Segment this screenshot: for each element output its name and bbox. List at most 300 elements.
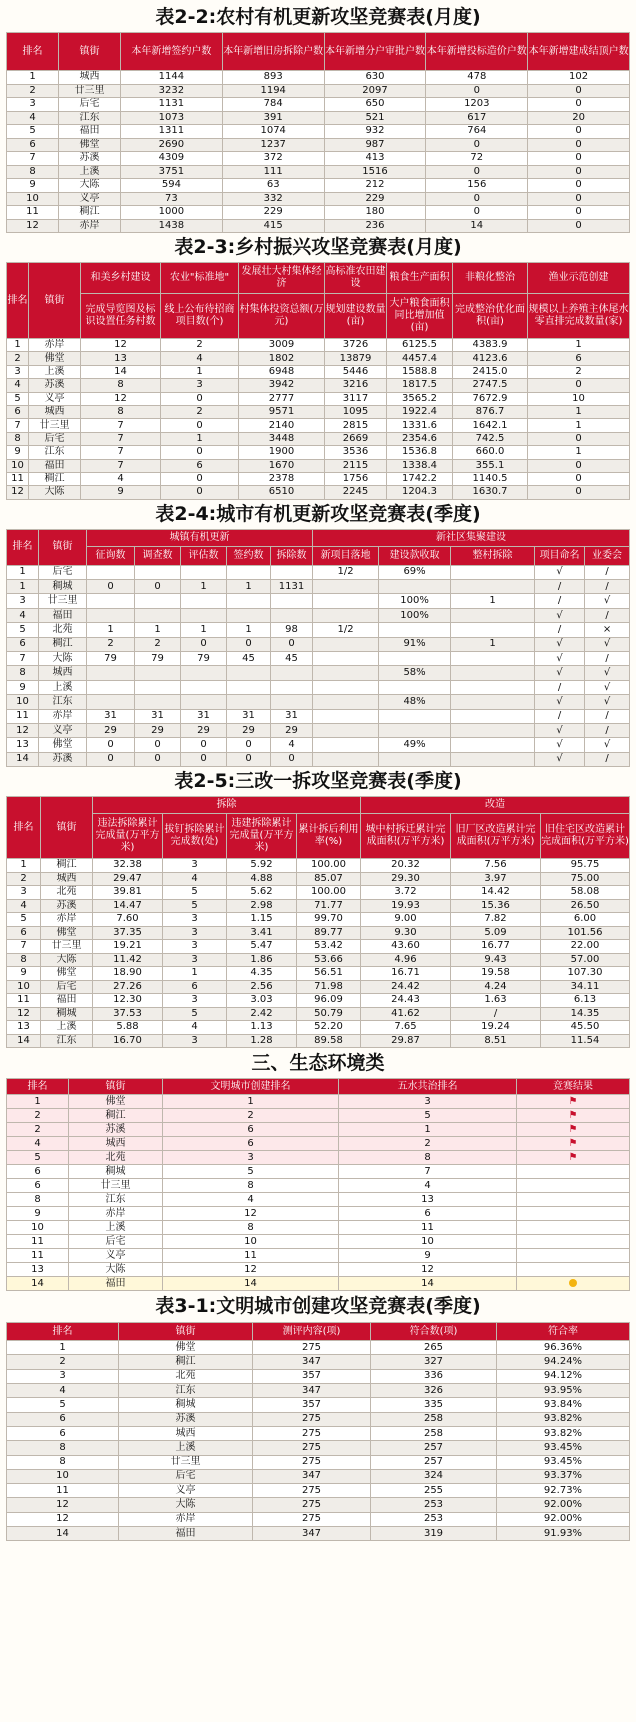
t24-cell <box>181 565 227 579</box>
t22-header-cell: 本年新增分户审批户数 <box>324 33 426 71</box>
t25-cell: / <box>451 1007 541 1021</box>
t24-town-header: 镇街 <box>39 529 87 565</box>
t24-cell: √ <box>585 680 630 694</box>
t25-cell: 16.77 <box>451 940 541 954</box>
t23-cell: 6 <box>528 352 630 365</box>
eco-header-row <box>7 1079 630 1095</box>
t25-cell: 19.24 <box>451 1021 541 1035</box>
t23-sub-header: 大户粮食面积同比增加值(亩) <box>387 294 453 339</box>
t23-cell: 7 <box>81 419 161 432</box>
eco-cell: 12 <box>339 1263 517 1277</box>
t22-cell: 义亭 <box>59 192 121 206</box>
t23-cell: 2415.0 <box>453 365 528 378</box>
eco-row <box>7 1123 630 1137</box>
t24-cell: 0 <box>87 580 135 594</box>
t25-cell: 89.58 <box>297 1034 361 1048</box>
t25-sub-header: 累计拆后利用率(%) <box>297 814 361 859</box>
table-2-5 <box>6 796 630 1048</box>
t25-cell: 5 <box>7 913 41 927</box>
eco-cell: 7 <box>339 1165 517 1179</box>
t22-cell: 594 <box>121 179 223 193</box>
eco-row <box>7 1151 630 1165</box>
t22-cell: 12 <box>7 219 59 233</box>
t23-cell: 12 <box>81 339 161 352</box>
t31-header-cell: 排名 <box>7 1323 119 1341</box>
table-2-4-header-row-1 <box>7 529 630 546</box>
t25-cell: 50.79 <box>297 1007 361 1021</box>
table-2-5-header-row-2 <box>7 814 630 859</box>
t25-cell: 85.07 <box>297 872 361 886</box>
t24-cell: / <box>535 580 585 594</box>
table-2-4-section <box>6 500 630 767</box>
t23-cell: 1642.1 <box>453 419 528 432</box>
t24-cell <box>313 637 379 651</box>
t31-cell: 93.95% <box>497 1384 630 1398</box>
t25-sub-header: 旧厂区改造累计完成面积(万平方米) <box>451 814 541 859</box>
t25-rank-header: 排名 <box>7 797 41 859</box>
eco-cell: 稠城 <box>69 1165 163 1179</box>
t23-cell: 3536 <box>325 446 387 459</box>
eco-cell: 廿三里 <box>69 1179 163 1193</box>
t22-cell: 391 <box>222 111 324 125</box>
t22-cell: 10 <box>7 192 59 206</box>
t31-cell: 5 <box>7 1398 119 1412</box>
t23-cell: 1095 <box>325 405 387 418</box>
t31-cell: 93.45% <box>497 1441 630 1455</box>
t23-cell: 1204.3 <box>387 486 453 499</box>
t24-cell: 45 <box>271 652 313 666</box>
t22-cell: 617 <box>426 111 528 125</box>
t24-cell <box>181 608 227 622</box>
t22-cell: 0 <box>528 192 630 206</box>
t24-cell <box>313 594 379 608</box>
t25-cell: 3.41 <box>227 926 297 940</box>
table-2-4 <box>6 529 630 767</box>
eco-result-cell <box>517 1137 630 1151</box>
t22-cell: 14 <box>426 219 528 233</box>
t22-cell: 413 <box>324 152 426 166</box>
t24-cell: √ <box>535 637 585 651</box>
t25-cell: 101.56 <box>541 926 630 940</box>
t22-cell: 73 <box>121 192 223 206</box>
t31-cell: 3 <box>7 1369 119 1383</box>
t31-cell: 6 <box>7 1412 119 1426</box>
t25-cell: 2.98 <box>227 899 297 913</box>
t24-cell: 稠江 <box>39 637 87 651</box>
t24-cell: 79 <box>181 652 227 666</box>
t24-cell <box>451 680 535 694</box>
t24-cell: 0 <box>135 738 181 752</box>
t25-cell: 赤岸 <box>41 913 93 927</box>
t24-cell: 0 <box>181 752 227 766</box>
t23-cell: 1331.6 <box>387 419 453 432</box>
t24-cell: 1 <box>87 623 135 637</box>
t24-cell <box>271 608 313 622</box>
t23-cell: 2 <box>161 405 239 418</box>
t25-cell: 5.62 <box>227 886 297 900</box>
t23-cell: 11 <box>7 472 29 485</box>
t25-cell: 7.82 <box>451 913 541 927</box>
t23-cell: 2777 <box>239 392 325 405</box>
t24-cell: 上溪 <box>39 680 87 694</box>
t22-cell: 0 <box>426 84 528 98</box>
t24-cell <box>227 565 271 579</box>
t31-row <box>7 1426 630 1440</box>
t24-cell <box>271 695 313 709</box>
t24-cell: 31 <box>181 709 227 723</box>
t31-cell: 275 <box>253 1426 371 1440</box>
t23-cell: 4457.4 <box>387 352 453 365</box>
t24-cell: 廿三里 <box>39 594 87 608</box>
eco-result-cell <box>517 1277 630 1291</box>
t23-cell: 1817.5 <box>387 379 453 392</box>
t25-cell: 37.35 <box>93 926 163 940</box>
t25-row <box>7 899 630 913</box>
t23-cell: 1 <box>161 365 239 378</box>
t23-cell: 佛堂 <box>29 352 81 365</box>
t24-cell: 0 <box>87 752 135 766</box>
t31-cell: 92.73% <box>497 1484 630 1498</box>
t23-group-header: 粮食生产面积 <box>387 263 453 294</box>
t31-cell: 257 <box>371 1455 497 1469</box>
eco-cell: 8 <box>339 1151 517 1165</box>
t23-row <box>7 446 630 459</box>
t24-cell: 0 <box>227 752 271 766</box>
table-2-3 <box>6 262 630 500</box>
t24-cell: / <box>585 652 630 666</box>
t24-cell: / <box>585 752 630 766</box>
t22-cell: 0 <box>528 98 630 112</box>
t24-cell <box>379 752 451 766</box>
t22-cell: 932 <box>324 125 426 139</box>
eco-cell: 8 <box>163 1179 339 1193</box>
t23-cell: 城西 <box>29 405 81 418</box>
t24-cell <box>451 752 535 766</box>
t22-header-cell: 本年新增旧房拆除户数 <box>222 33 324 71</box>
t31-cell: 275 <box>253 1441 371 1455</box>
t24-cell: 45 <box>227 652 271 666</box>
t31-cell: 91.93% <box>497 1527 630 1541</box>
t31-row <box>7 1512 630 1526</box>
t23-cell: 0 <box>528 486 630 499</box>
t24-cell <box>379 652 451 666</box>
t22-cell: 415 <box>222 219 324 233</box>
t22-row <box>7 219 630 233</box>
t25-row <box>7 953 630 967</box>
t25-cell: 19.93 <box>361 899 451 913</box>
t25-cell: 34.11 <box>541 980 630 994</box>
t25-cell: 苏溪 <box>41 899 93 913</box>
t25-cell: 99.70 <box>297 913 361 927</box>
eco-cell: 6 <box>7 1165 69 1179</box>
t25-cell: 1.28 <box>227 1034 297 1048</box>
t31-cell: 253 <box>371 1512 497 1526</box>
t23-cell: 1742.2 <box>387 472 453 485</box>
t24-cell <box>227 608 271 622</box>
t24-cell: 48% <box>379 695 451 709</box>
t25-cell: 6.00 <box>541 913 630 927</box>
t24-cell <box>313 752 379 766</box>
t22-cell: 1311 <box>121 125 223 139</box>
t23-cell: 6 <box>161 459 239 472</box>
t24-cell: / <box>585 565 630 579</box>
yellow-dot-icon <box>569 1279 577 1287</box>
t24-cell: 69% <box>379 565 451 579</box>
table-2-3-body <box>7 339 630 500</box>
t22-cell: 7 <box>7 152 59 166</box>
t24-group2-header: 新社区集聚建设 <box>313 529 630 546</box>
t25-cell: 廿三里 <box>41 940 93 954</box>
t22-header-cell: 镇街 <box>59 33 121 71</box>
t25-cell: 4.96 <box>361 953 451 967</box>
t31-cell: 93.82% <box>497 1426 630 1440</box>
t31-cell: 大陈 <box>119 1498 253 1512</box>
t23-row <box>7 459 630 472</box>
eco-title: 三、生态环境类 <box>251 1052 385 1075</box>
t23-cell: 7 <box>81 446 161 459</box>
t24-cell <box>379 680 451 694</box>
t25-row <box>7 994 630 1008</box>
t31-cell: 347 <box>253 1469 371 1483</box>
table-3-1 <box>6 1322 630 1541</box>
eco-cell: 4 <box>339 1179 517 1193</box>
t24-cell <box>451 695 535 709</box>
t31-cell: 12 <box>7 1512 119 1526</box>
eco-result-cell <box>517 1207 630 1221</box>
t25-cell: 1 <box>163 967 227 981</box>
t31-cell: 357 <box>253 1398 371 1412</box>
t25-cell: 57.00 <box>541 953 630 967</box>
t22-cell: 0 <box>528 84 630 98</box>
t31-row <box>7 1455 630 1469</box>
t24-cell <box>451 723 535 737</box>
t22-cell: 4 <box>7 111 59 125</box>
t25-cell: 5 <box>163 886 227 900</box>
t24-cell: √ <box>535 695 585 709</box>
t23-cell: 上溪 <box>29 365 81 378</box>
t31-cell: 336 <box>371 1369 497 1383</box>
t31-cell: 稠江 <box>119 1355 253 1369</box>
t24-cell <box>451 608 535 622</box>
t24-sub-header: 签约数 <box>227 546 271 565</box>
eco-header-cell: 竞赛结果 <box>517 1079 630 1095</box>
t24-cell: 1 <box>7 565 39 579</box>
t24-cell: 1131 <box>271 580 313 594</box>
eco-cell: 12 <box>163 1263 339 1277</box>
table-2-3-title: 表2-3:乡村振兴攻坚竞赛表(月度) <box>174 236 462 258</box>
t22-cell: 63 <box>222 179 324 193</box>
red-flag-icon: ⚑ <box>568 1123 578 1135</box>
t23-cell: 2140 <box>239 419 325 432</box>
t23-cell: 1338.4 <box>387 459 453 472</box>
t25-cell: 6.13 <box>541 994 630 1008</box>
eco-result-cell <box>517 1221 630 1235</box>
t24-cell: 49% <box>379 738 451 752</box>
t31-cell: 93.37% <box>497 1469 630 1483</box>
t24-cell: 0 <box>271 637 313 651</box>
t31-cell: 96.36% <box>497 1341 630 1355</box>
t25-cell: 佛堂 <box>41 967 93 981</box>
t25-cell: 4.88 <box>227 872 297 886</box>
t24-cell <box>181 680 227 694</box>
eco-result-cell <box>517 1151 630 1165</box>
t24-row <box>7 680 630 694</box>
t24-cell: √ <box>535 565 585 579</box>
t25-cell: 佛堂 <box>41 926 93 940</box>
t31-cell: 93.84% <box>497 1398 630 1412</box>
table-2-2-section <box>6 2 630 233</box>
t24-cell: 1 <box>7 580 39 594</box>
t31-cell: 93.45% <box>497 1455 630 1469</box>
t23-cell: 876.7 <box>453 405 528 418</box>
eco-cell: 4 <box>163 1193 339 1207</box>
t24-cell: 11 <box>7 709 39 723</box>
t31-cell: 6 <box>7 1426 119 1440</box>
t22-cell: 764 <box>426 125 528 139</box>
t31-cell: 94.12% <box>497 1369 630 1383</box>
t22-cell: 2097 <box>324 84 426 98</box>
t23-cell: 1670 <box>239 459 325 472</box>
t25-cell: 14.35 <box>541 1007 630 1021</box>
t23-cell: 2 <box>7 352 29 365</box>
t25-sub-header: 违法拆除累计完成量(万平方米) <box>93 814 163 859</box>
t24-cell: √ <box>585 666 630 680</box>
t23-cell: 3565.2 <box>387 392 453 405</box>
t31-cell: 12 <box>7 1498 119 1512</box>
t24-cell <box>227 594 271 608</box>
t23-cell: 1 <box>528 339 630 352</box>
t25-cell: 7.56 <box>451 859 541 873</box>
eco-header-cell: 排名 <box>7 1079 69 1095</box>
t22-cell: 111 <box>222 165 324 179</box>
eco-row <box>7 1109 630 1123</box>
eco-row <box>7 1207 630 1221</box>
t24-cell <box>451 666 535 680</box>
t25-cell: 13 <box>7 1021 41 1035</box>
t25-cell: 4 <box>163 872 227 886</box>
t24-cell: 0 <box>87 738 135 752</box>
t23-sub-header: 线上公布待招商项目数(个) <box>161 294 239 339</box>
t31-cell: 赤岸 <box>119 1512 253 1526</box>
t24-cell <box>181 666 227 680</box>
t24-cell <box>313 608 379 622</box>
t23-cell: 3216 <box>325 379 387 392</box>
t25-cell: 2.42 <box>227 1007 297 1021</box>
t23-cell: 13879 <box>325 352 387 365</box>
eco-row <box>7 1137 630 1151</box>
t24-cell <box>451 738 535 752</box>
t25-cell: 29.30 <box>361 872 451 886</box>
table-2-2-body <box>7 71 630 233</box>
eco-cell: 11 <box>339 1221 517 1235</box>
t24-cell: 0 <box>135 752 181 766</box>
t25-cell: 27.26 <box>93 980 163 994</box>
t25-cell: 1.15 <box>227 913 297 927</box>
eco-cell: 6 <box>163 1137 339 1151</box>
t31-cell: 上溪 <box>119 1441 253 1455</box>
table-2-5-section <box>6 767 630 1048</box>
t25-cell: 10 <box>7 980 41 994</box>
eco-cell: 11 <box>163 1249 339 1263</box>
t31-cell: 94.24% <box>497 1355 630 1369</box>
t25-cell: 24.43 <box>361 994 451 1008</box>
t25-cell: 100.00 <box>297 859 361 873</box>
t25-cell: 39.81 <box>93 886 163 900</box>
eco-cell: 1 <box>339 1123 517 1137</box>
t24-cell: 79 <box>87 652 135 666</box>
t24-cell: √ <box>585 738 630 752</box>
t25-cell: 3 <box>163 913 227 927</box>
t31-cell: 357 <box>253 1369 371 1383</box>
t24-sub-header: 整村拆除 <box>451 546 535 565</box>
eco-cell: 5 <box>163 1165 339 1179</box>
t23-cell: 0 <box>528 379 630 392</box>
t22-cell: 20 <box>528 111 630 125</box>
t25-cell: 3 <box>163 953 227 967</box>
t31-cell: 义亭 <box>119 1484 253 1498</box>
t24-cell <box>87 680 135 694</box>
t31-cell: 92.00% <box>497 1512 630 1526</box>
t24-cell <box>379 580 451 594</box>
t24-cell: 佛堂 <box>39 738 87 752</box>
t24-sub-header: 新项目落地 <box>313 546 379 565</box>
t23-cell: 1630.7 <box>453 486 528 499</box>
t24-sub-header: 建设款收取 <box>379 546 451 565</box>
eco-cell: 2 <box>7 1123 69 1137</box>
eco-cell: 5 <box>339 1109 517 1123</box>
t25-cell: 5 <box>163 1007 227 1021</box>
t24-cell: 100% <box>379 608 451 622</box>
t23-cell: 12 <box>81 392 161 405</box>
t23-row <box>7 486 630 499</box>
t24-sub-header: 评估数 <box>181 546 227 565</box>
t23-rank-header: 排名 <box>7 263 29 339</box>
t23-group-header: 农业"标准地" <box>161 263 239 294</box>
eco-result-cell <box>517 1179 630 1193</box>
t25-row <box>7 940 630 954</box>
t25-cell: 43.60 <box>361 940 451 954</box>
t24-cell: 29 <box>135 723 181 737</box>
t22-cell: 1073 <box>121 111 223 125</box>
t23-row <box>7 379 630 392</box>
t25-cell: 后宅 <box>41 980 93 994</box>
t24-cell: / <box>585 608 630 622</box>
t25-cell: 1.86 <box>227 953 297 967</box>
eco-cell: 2 <box>339 1137 517 1151</box>
t23-cell: 10 <box>7 459 29 472</box>
eco-cell: 1 <box>163 1095 339 1109</box>
t24-cell <box>379 623 451 637</box>
t31-cell: 14 <box>7 1527 119 1541</box>
t25-cell: 14.42 <box>451 886 541 900</box>
eco-header-cell: 五水共治排名 <box>339 1079 517 1095</box>
t31-row <box>7 1527 630 1541</box>
t23-group-header: 发展壮大村集体经济 <box>239 263 325 294</box>
t23-cell: 5446 <box>325 365 387 378</box>
t23-cell: 0 <box>161 446 239 459</box>
eco-cell: 2 <box>163 1109 339 1123</box>
table-2-2-header-row <box>7 33 630 71</box>
t24-cell: 31 <box>271 709 313 723</box>
t22-cell: 佛堂 <box>59 138 121 152</box>
t25-cell: 4.24 <box>451 980 541 994</box>
eco-cell: 11 <box>7 1249 69 1263</box>
t24-cell: 2 <box>135 637 181 651</box>
t24-cell <box>271 666 313 680</box>
t24-cell <box>313 580 379 594</box>
t24-cell <box>313 652 379 666</box>
t24-cell: 福田 <box>39 608 87 622</box>
